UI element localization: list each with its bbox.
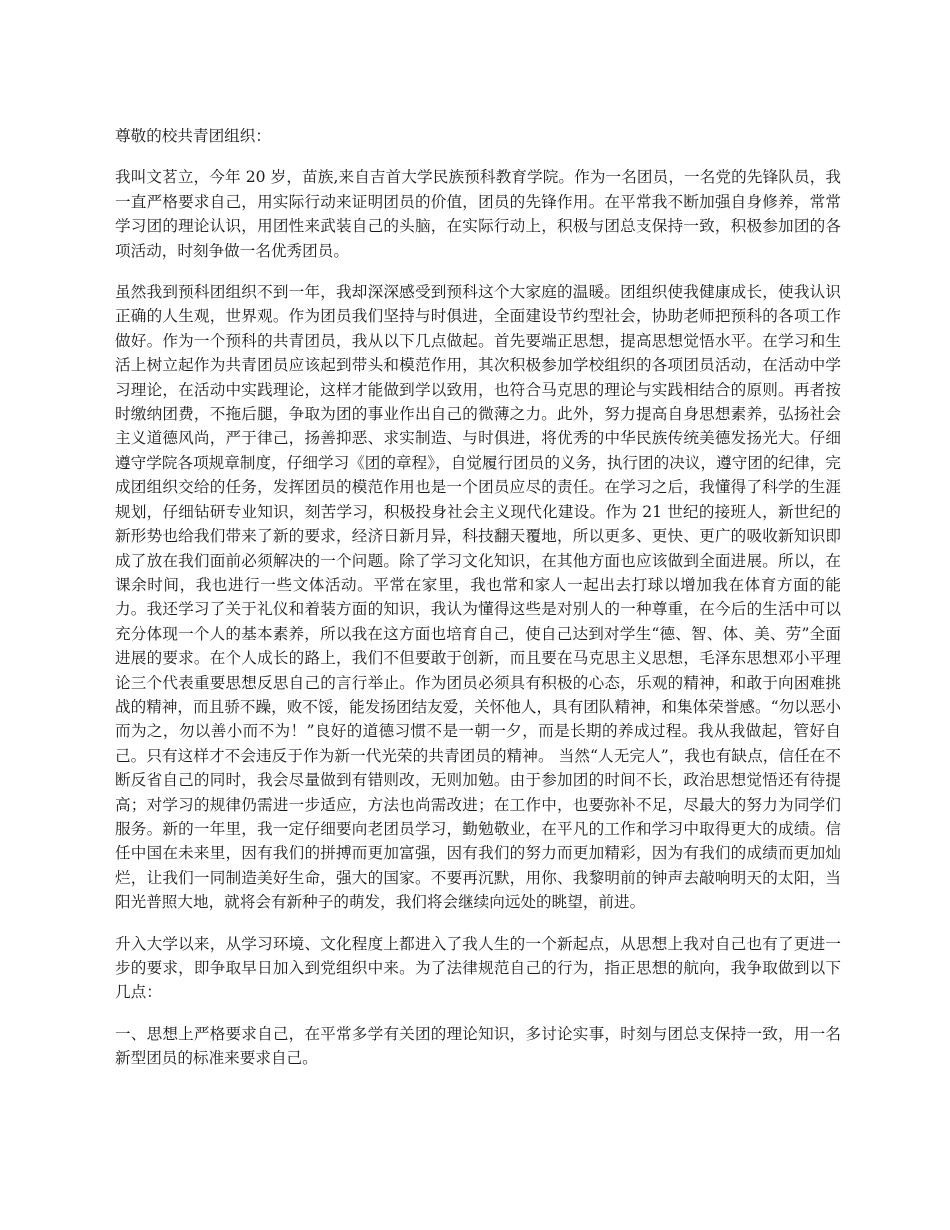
- paragraph-intro: 我叫文茗立，今年 20 岁，苗族,来自吉首大学民族预科教育学院。作为一名团员，一名党的先锋队员，我一直严格要求自己，用实际行动来证明团员的价值，团员的先锋作用。在平常我不断加强自身修养，常常学习团的理论认识，用团性来武装自己的头脑，在实际行动上，积极与团总支保持一致，积极参加团的各项活动，时刻争做一名优秀团员。: [115, 168, 841, 260]
- document-page: [115, 124, 841, 1088]
- paragraph-university: 升入大学以来，从学习环境、文化程度上都进入了我人生的一个新起点，从思想上我对自己也有了更进一步的要求，即争取早日加入到党组织中来。为了法律规范自己的行为，指正思想的航向，我争取做到以下几点：: [115, 934, 841, 1002]
- paragraph-point-one: 一、思想上严格要求自己，在平常多学有关团的理论知识，多讨论实事，时刻与团总支保持一致，用一名新型团员的标准来要求自己。: [115, 1024, 841, 1068]
- salutation: 尊敬的校共青团组织：: [115, 127, 271, 145]
- paragraph-body: 虽然我到预科团组织不到一年，我却深深感受到预科这个大家庭的温暖。团组织使我健康成长，使我认识正确的人生观，世界观。作为团员我们坚持与时俱进，全面建设节约型社会，协助老师把预科的各项工作做好。作为一个预科的共青团员，我从以下几点做起。首先要端正思想，提高思想觉悟水平。在学习和生活上树立起作为共青团员应该起到带头和模范作用，其次积极参加学校组织的各项团员活动，在活动中学习理论，在活动中实践理论，这样才能做到学以致用，也符合马克思的理论与实践相结合的原则。再者按时缴纳团费，不拖后腿，争取为团的事业作出自己的微薄之力。此外，努力提高自身思想素养，弘扬社会主义道德风尚，严于律己，扬善抑恶、求实制造、与时俱进，将优秀的中华民族传统美德发扬光大。仔细遵守学院各项规章制度，仔细学习《团的章程》，自觉履行团员的义务，执行团的决议，遵守团的纪律，完成团组织交给的任务，发挥团员的模范作用也是一个团员应尽的责任。在学习之后，我懂得了科学的生涯规划，仔细钻研专业知识，刻苦学习，积极投身社会主义现代化建设。作为 21 世纪的接班人，新世纪的新形势也给我们带来了新的要求，经济日新月异，科技翻天覆地，所以更多、更快、更广的吸收新知识即成了放在我们面前必须解决的一个问题。除了学习文化知识，在其他方面也应该做到全面进展。所以，在课余时间，我也进行一些文体活动。平常在家里，我也常和家人一起出去打球以增加我在体育方面的能力。我还学习了关于礼仪和着装方面的知识，我认为懂得这些是对别人的一种尊重，在今后的生活中可以充分体现一个人的基本素养，所以我在这方面也培育自己，使自己达到对学生“德、智、体、美、劳”全面进展的要求。在个人成长的路上，我们不但要敢于创新，而且要在马克思主义思想，毛泽东思想邓小平理论三个代表重要思想反思自己的言行举止。作为团员必须具有积极的心态，乐观的精神，和敢于向困难挑战的精神，而且骄不躁，败不馁，能发扬团结友爱，关怀他人，具有团队精神，和集体荣誉感。“勿以恶小而为之，勿以善小而不为！”良好的道德习惯不是一朝一夕，而是长期的养成过程。我从我做起，管好自己。只有这样才不会违反于作为新一代光荣的共青团员的精神。 当然“人无完人”，我也有缺点，信任在不断反省自己的同时，我会尽量做到有错则改，无则加勉。由于参加团的时间不长，政治思想觉悟还有待提高；对学习的规律仍需进一步适应，方法也尚需改进；在工作中，也要弥补不足，尽最大的努力为同学们服务。新的一年里，我一定仔细要向老团员学习，勤勉敬业，在平凡的工作和学习中取得更大的成绩。信任中国在未来里，因有我们的拼搏而更加富强，因有我们的努力而更加精彩，因为有我们的成绩而更加灿烂，让我们一同制造美好生命，强大的国家。不要再沉默，用你、我黎明前的钟声去敲响明天的太阳，当阳光普照大地，就将会有新种子的萌发，我们将会继续向远处的眺望，前进。: [115, 283, 841, 912]
